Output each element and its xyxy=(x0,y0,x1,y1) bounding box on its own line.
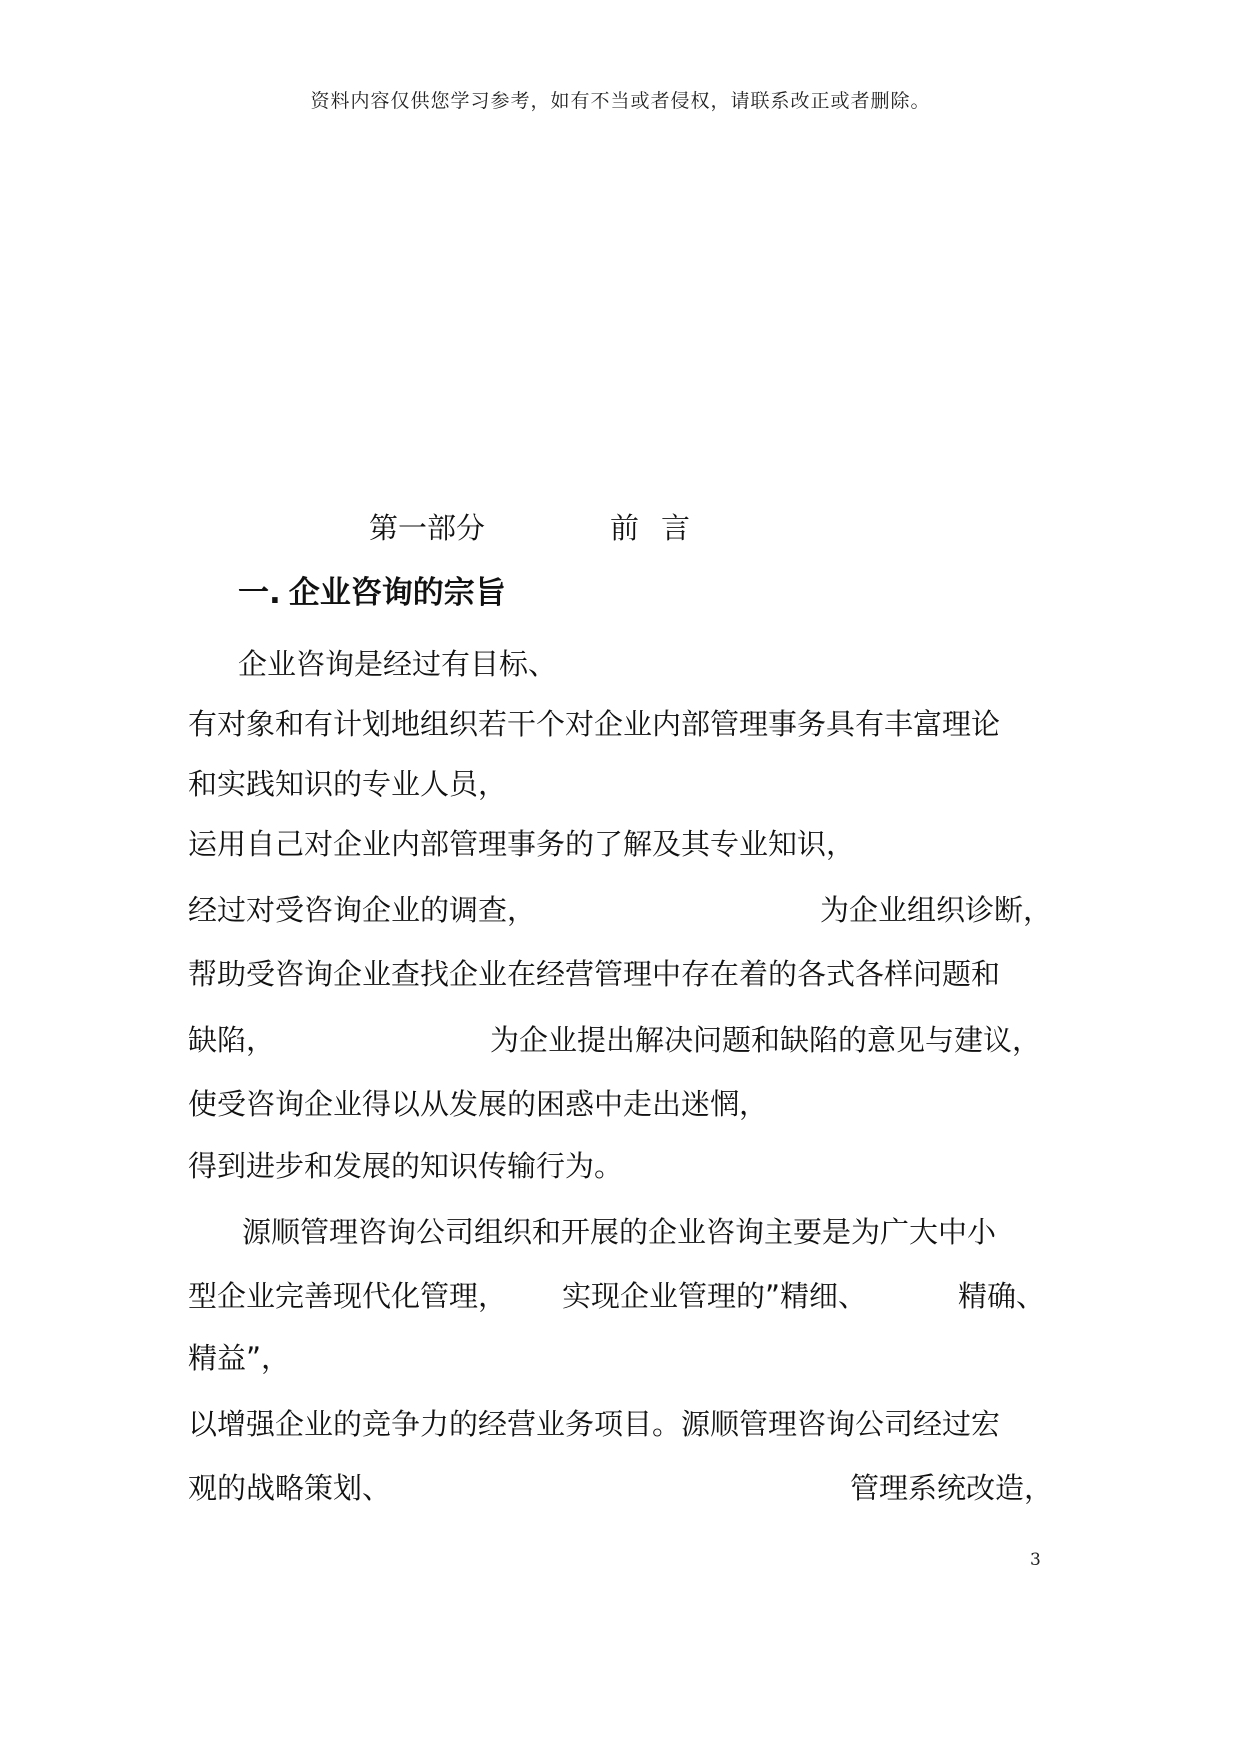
body-line: 型企业完善现代化管理， xyxy=(188,1279,508,1313)
body-line: 有对象和有计划地组织若干个对企业内部管理事务具有丰富理论 xyxy=(188,707,1001,741)
section-title: 企业咨询的宗旨 xyxy=(288,575,506,611)
section-heading xyxy=(238,572,506,614)
part-name: 前言 xyxy=(610,511,713,545)
body-line: 精益”， xyxy=(188,1341,291,1375)
body-line: 经过对受咨询企业的调查， xyxy=(188,893,537,927)
section-number: 一. xyxy=(238,575,281,611)
body-line: 为企业组织诊断， xyxy=(820,893,1053,927)
body-line: 源顺管理咨询公司组织和开展的企业咨询主要是为广大中小 xyxy=(242,1215,997,1249)
body-line: 管理系统改造， xyxy=(850,1471,1054,1505)
body-line: 帮助受咨询企业查找企业在经营管理中存在着的各式各样问题和 xyxy=(188,957,1001,991)
page-number: 3 xyxy=(1030,1550,1041,1570)
body-line: 以增强企业的竞争力的经营业务项目。源顺管理咨询公司经过宏 xyxy=(188,1407,1001,1441)
body-line: 运用自己对企业内部管理事务的了解及其专业知识， xyxy=(188,827,856,861)
body-line: 使受咨询企业得以从发展的困惑中走出迷惘， xyxy=(188,1087,769,1121)
body-line: 为企业提出解决问题和缺陷的意见与建议， xyxy=(490,1023,1042,1057)
body-line: 得到进步和发展的知识传输行为。 xyxy=(188,1149,624,1183)
body-line: 实现企业管理的”精细、 xyxy=(562,1279,868,1313)
header-disclaimer: 资料内容仅供您学习参考，如有不当或者侵权，请联系改正或者删除。 xyxy=(310,90,931,112)
body-line: 和实践知识的专业人员， xyxy=(188,767,508,801)
part-label: 第一部分 xyxy=(369,511,486,545)
body-line: 缺陷， xyxy=(188,1023,276,1057)
body-line: 观的战略策划、 xyxy=(188,1471,392,1505)
body-line: 精确、 xyxy=(958,1279,1046,1313)
body-line: 企业咨询是经过有目标、 xyxy=(238,647,558,681)
